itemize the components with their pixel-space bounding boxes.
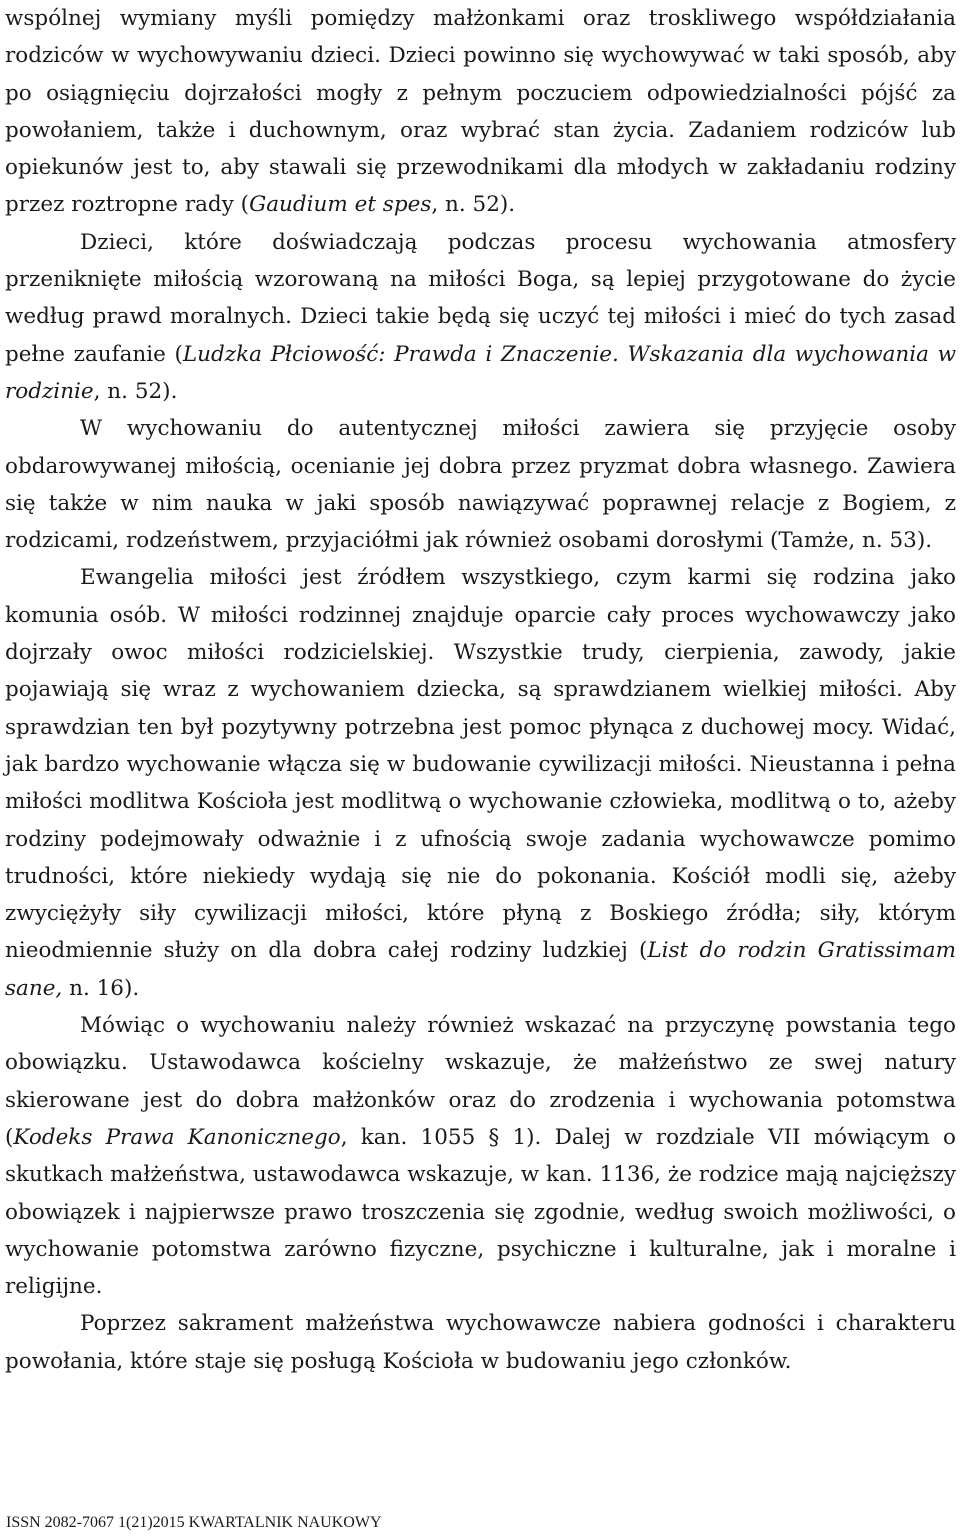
paragraph-text: , kan. 1055 § 1). Dalej w rozdziale VII mówiącym o skutkach małżeństwa, ustawodawca wskazuje, w kan. 1136, że rodzice mają najcięższy obowiązek i najpierwsze prawo troszczenia się zgodnie, według swoich możliwości, o wychowanie potomstwa zarówno fizyczne, psychiczne i kulturalne, jak i moralne i religijne. [5, 1124, 956, 1300]
citation-title: Kodeks Prawa Kanonicznego [13, 1124, 341, 1150]
paragraph-text: Ewangelia miłości jest źródłem wszystkiego, czym karmi się rodzina jako komunia osób. W miłości rodzinnej znajduje oparcie cały proces wychowawczy jako dojrzały owoc miłości rodzicielskiej. Wszystkie trudy, cierpienia, zawody, jakie pojawiają się wraz z wychowaniem dziecka, są sprawdzianem wielkiej miłości. Aby sprawdzian ten był pozytywny potrzebna jest pomoc płynąca z duchowej mocy. Widać, jak bardzo wychowanie włącza się w budowanie cywilizacji miłości. Nieustanna i pełna miłości modlitwa Kościoła jest modlitwą o wychowanie człowieka, modlitwą o to, ażeby rodziny podejmowały odważnie i z ufnością swoje zadania wychowawcze pomimo trudności, które niekiedy wydają się nie do pokonania. Kościół modli się, ażeby zwyciężyły siły cywilizacji miłości, które płyną z Boskiego źródła; siły, którym nieodmiennie służy on dla dobra całej rodziny ludzkiej ( [5, 565, 956, 964]
paragraph-text: wspólnej wymiany myśli pomiędzy małżonkami oraz troskliwego współdziałania rodziców w wychowywaniu dzieci. Dzieci powinno się wychowywać w taki sposób, aby po osiągnięciu dojrzałości mogły z pełnym poczuciem odpowiedzialności pójść za powołaniem, także i duchownym, oraz wybrać stan życia. Zadaniem rodziców lub opiekunów jest to, aby stawali się przewodnikami dla młodych w zakładaniu rodziny przez roztropne rady ( [5, 6, 956, 218]
paragraph-text: , n. 52). [93, 378, 178, 404]
page-footer: ISSN 2082-7067 1(21)2015 KWARTALNIK NAUKOWY [6, 1514, 382, 1531]
paragraph-text: n. 16). [62, 975, 140, 1001]
paragraph-text: Dzieci, które doświadczają podczas procesu wychowania atmosfery przeniknięte miłością wzorowaną na miłości Boga, są lepiej przygotowane do życie według prawd moralnych. Dzieci takie będą się uczyć tej miłości i mieć do tych zasad pełne zaufanie ( [5, 229, 956, 367]
paragraph-2 [5, 224, 956, 410]
paragraph-text: W wychowaniu do autentycznej miłości zawiera się przyjęcie osoby obdarowywanej miłością, ocenianie jej dobra przez pryzmat dobra własnego. Zawiera się także w nim nauka w jaki sposób nawiązywać poprawnej relacje z Bogiem, z rodzicami, rodzeństwem, przyjaciółmi jak również osobami dorosłymi (Tamże, n. 53). [5, 416, 956, 554]
paragraph-text: Poprzez sakrament małżeństwa wychowawcze nabiera godności i charakteru powołania, które staje się posługą Kościoła w budowaniu jego członków. [5, 1311, 956, 1374]
paragraph-5 [5, 1007, 956, 1305]
paragraph-text: Mówiąc o wychowaniu należy również wskazać na przyczynę powstania tego obowiązku. Ustawodawca kościelny wskazuje, że małżeństwo ze swej natury skierowane jest do dobra małżonków oraz do zrodzenia i wychowania potomstwa ( [5, 1013, 956, 1150]
paragraph-text: , n. 52). [431, 192, 516, 218]
citation-title: Gaudium et spes [249, 192, 432, 218]
paragraph-6 [5, 1305, 956, 1380]
paragraph-1 [5, 0, 956, 224]
citation-title: Ludzka Płciowość: Prawda i Znaczenie. Wskazania dla wychowania w rodzinie [5, 341, 956, 404]
citation-title: List do rodzin Gratissimam sane, [5, 938, 956, 1001]
paragraph-3 [5, 410, 956, 559]
paragraph-4 [5, 559, 956, 1007]
body-text [5, 0, 956, 1380]
